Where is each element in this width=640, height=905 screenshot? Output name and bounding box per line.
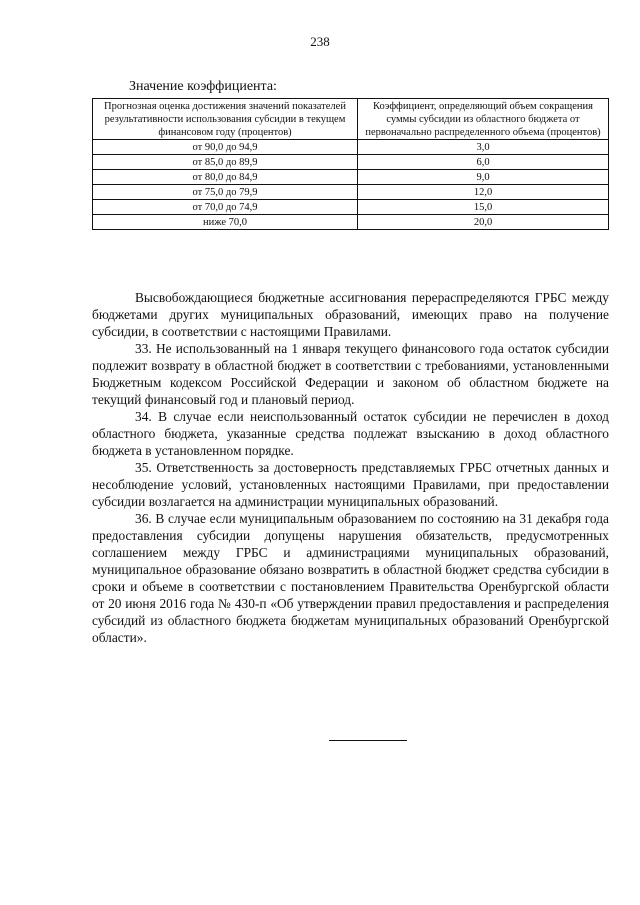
coefficient-cell: 9,0 [358,170,609,185]
table-row [93,140,609,155]
table-row [93,215,609,230]
paragraph-reallocation: Высвобождающиеся бюджетные ассигнования перераспределяются ГРБС между бюджетами других муниципальных образований, имеющих право на получение субсидии, в соответствии с настоящими Правилами. [92,290,609,339]
table-row [93,170,609,185]
body-text [92,289,609,646]
header-performance-estimate: Прогнозная оценка достижения значений показателей результативности использования субсидии в текущем финансовом году (процентов) [93,99,358,140]
table-header-row [93,99,609,140]
range-cell: от 75,0 до 79,9 [93,185,358,200]
range-cell: ниже 70,0 [93,215,358,230]
table-row [93,185,609,200]
table-row [93,200,609,215]
paragraph-35: 35. Ответственность за достоверность представляемых ГРБС отчетных данных и несоблюдение условий, установленных настоящими Правилами, при предоставлении субсидии возлагается на администрации муниципальных образований. [92,460,609,509]
paragraph-36: 36. В случае если муниципальным образованием по состоянию на 31 декабря года предоставления субсидии допущены нарушения обязательств, предусмотренных соглашением между ГРБС и администрациями муниципальных образований, муниципальное образование обязано возвратить в областной бюджет средства субсидии в сроки и объеме в соответствии с постановлением Правительства Оренбургской области от 20 июня 2016 года № 430-п «Об утверждении правил предоставления и распределения субсидий из областного бюджета бюджетам муниципальных образований Оренбургской области». [92,511,609,645]
end-divider [329,740,407,741]
coefficient-cell: 12,0 [358,185,609,200]
header-reduction-coefficient: Коэффициент, определяющий объем сокращения суммы субсидии из областного бюджета от первоначально распределенного объема (процентов) [358,99,609,140]
coefficient-cell: 20,0 [358,215,609,230]
coefficient-table [92,98,609,230]
range-cell: от 70,0 до 74,9 [93,200,358,215]
paragraph-34: 34. В случае если неиспользованный остаток субсидии не перечислен в доход областного бюджета, указанные средства подлежат взысканию в доход областного бюджета в установленном порядке. [92,409,609,458]
coefficient-cell: 15,0 [358,200,609,215]
range-cell: от 80,0 до 84,9 [93,170,358,185]
table-caption: Значение коэффициента: [129,79,277,94]
range-cell: от 90,0 до 94,9 [93,140,358,155]
range-cell: от 85,0 до 89,9 [93,155,358,170]
paragraph-33: 33. Не использованный на 1 января текущего финансового года остаток субсидии подлежит возврату в областной бюджет в соответствии с требованиями, установленными Бюджетным кодексом Российской Федерации и законом об областном бюджете на текущий финансовый год и плановый период. [92,341,609,407]
table-row [93,155,609,170]
page-number: 238 [310,34,330,49]
coefficient-cell: 3,0 [358,140,609,155]
coefficient-cell: 6,0 [358,155,609,170]
